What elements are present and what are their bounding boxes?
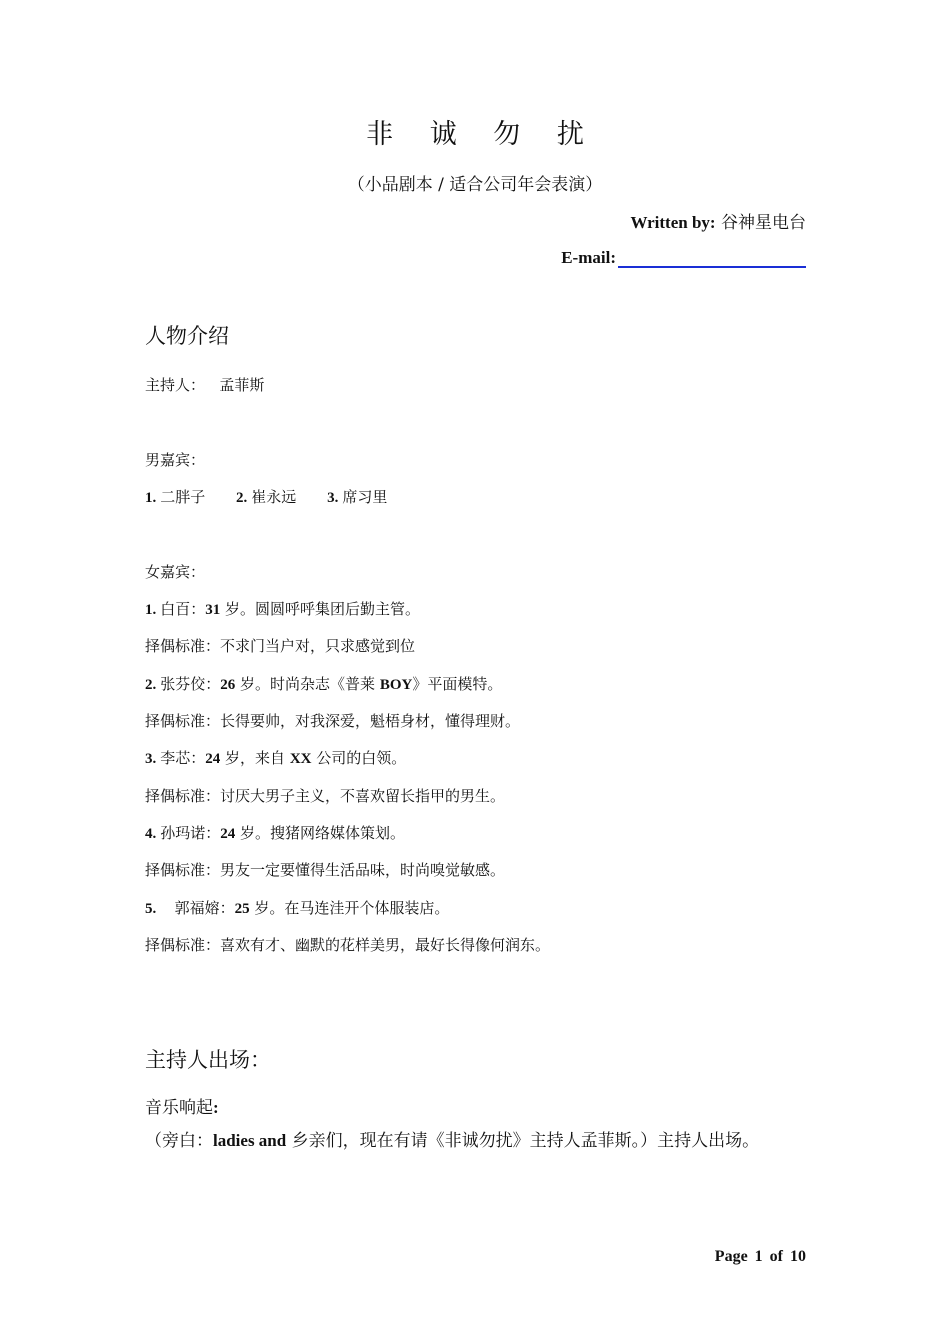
female-guest-criteria: 择偶标准：男友一定要懂得生活品味，时尚嗅觉敏感。 (145, 861, 506, 879)
female-guest-desc-bold: BOY (379, 677, 413, 693)
female-guest-age: 31 (205, 602, 221, 618)
male-guest-num: 1. (145, 490, 157, 506)
female-guest-criteria: 择偶标准：讨厌大男子主义，不喜欢留长指甲的男生。 (145, 787, 506, 805)
written-by-label: Written by: (630, 213, 716, 232)
document-subtitle: （小品剧本 / 适合公司年会表演） (347, 175, 603, 195)
page-footer (715, 1248, 806, 1266)
female-guest-desc: 岁。时尚杂志《普莱 (240, 675, 380, 693)
male-guests-list (145, 486, 387, 507)
female-guest-criteria: 择偶标准：喜欢有才、幽默的花样美男，最好长得像何润东。 (145, 936, 551, 954)
female-guest-desc-end: 》平面模特。 (412, 675, 503, 693)
author-line (630, 208, 806, 233)
female-guest-num: 1. (145, 602, 157, 618)
female-guest-info (145, 673, 502, 694)
female-guest-desc: 岁。圆圆呼呼集团后勤主管。 (225, 600, 421, 618)
male-guest-name: 席习里 (342, 488, 388, 506)
female-guest-age: 24 (205, 751, 221, 767)
female-guest-name: 白百： (160, 600, 206, 618)
music-colon: : (213, 1098, 219, 1117)
female-guest-desc: 岁，来自 (225, 749, 290, 767)
female-guest-age: 26 (220, 677, 236, 693)
female-guest-age: 24 (220, 826, 236, 842)
document-title: 非 诚 勿 扰 (366, 119, 598, 150)
female-guest-num: 4. (145, 826, 157, 842)
male-guest-num: 3. (327, 490, 339, 506)
female-guest-desc-bold: XX (289, 751, 312, 767)
host-label: 主持人： (145, 376, 206, 394)
narration-start: （旁白： (145, 1131, 213, 1151)
page-label: Page (714, 1248, 748, 1265)
email-label: E-mail: (561, 248, 616, 267)
female-guest-num: 5. (145, 901, 157, 917)
male-guest-name: 二胖子 (160, 488, 206, 506)
female-guest-num: 3. (145, 751, 157, 767)
female-guest-desc: 岁。搜猪网络媒体策划。 (240, 824, 406, 842)
author-name: 谷神星电台 (721, 213, 806, 233)
female-guest-criteria: 择偶标准：不求门当户对，只求感觉到位 (145, 637, 416, 655)
male-guest-name: 崔永远 (251, 488, 297, 506)
male-guest-num: 2. (236, 490, 248, 506)
female-guest-name: 郭福嫆： (174, 899, 235, 917)
total-pages: 10 (790, 1248, 806, 1265)
narration-english: ladies and (213, 1131, 287, 1150)
host-name: 孟菲斯 (219, 376, 265, 394)
female-guest-info (145, 747, 406, 768)
female-guest-criteria: 择偶标准：长得要帅，对我深爱，魁梧身材，懂得理财。 (145, 712, 521, 730)
narration-paragraph (145, 1122, 807, 1160)
female-guest-info (145, 897, 449, 918)
of-label: of (769, 1248, 783, 1265)
female-guest-desc: 岁。在马连洼开个体服装店。 (254, 899, 450, 917)
host-line (145, 374, 264, 395)
male-guests-label: 男嘉宾： (145, 451, 206, 469)
email-link-underline[interactable] (618, 246, 806, 268)
female-guest-desc-end: 公司的白领。 (311, 749, 407, 767)
female-guest-name: 张芬佼： (160, 675, 221, 693)
female-guest-info (145, 598, 420, 619)
email-line (561, 246, 806, 268)
female-guest-name: 李芯： (160, 749, 206, 767)
music-line (145, 1093, 219, 1118)
host-entrance-heading: 主持人出场： (145, 1048, 271, 1072)
female-guest-name: 孙玛诺： (160, 824, 221, 842)
music-text: 音乐响起 (145, 1098, 213, 1118)
characters-heading: 人物介绍 (145, 324, 229, 348)
female-guest-num: 2. (145, 677, 157, 693)
narration-rest: 乡亲们，现在有请《非诚勿扰》主持人孟菲斯。）主持人出场。 (286, 1131, 760, 1151)
page-number: 1 (754, 1248, 763, 1265)
female-guest-info (145, 822, 405, 843)
female-guest-age: 25 (234, 901, 250, 917)
female-guests-label: 女嘉宾： (145, 563, 206, 581)
